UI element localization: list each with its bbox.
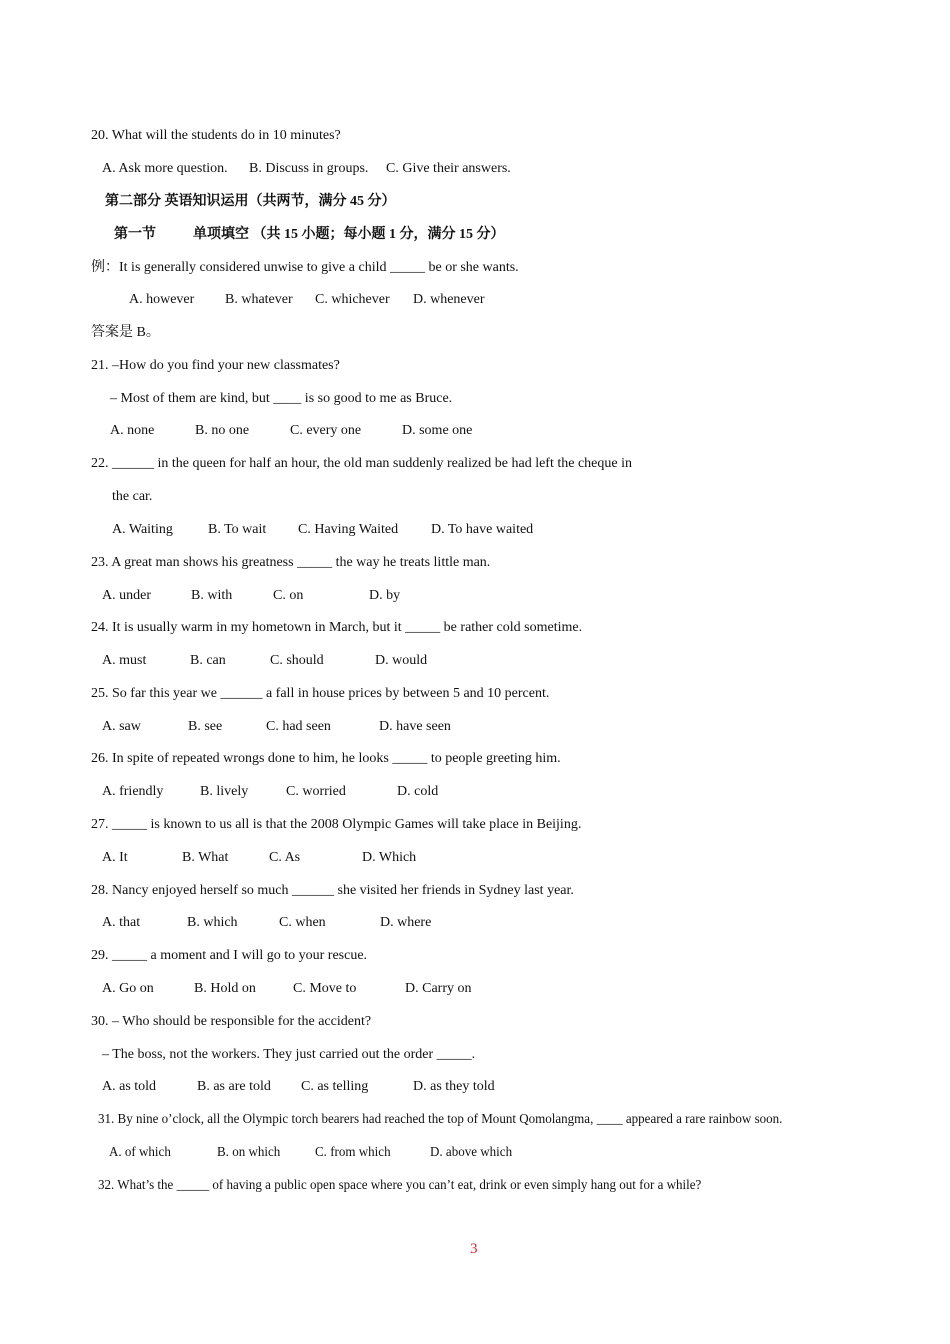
answer-option: B. To wait bbox=[208, 522, 267, 537]
answer-option: B. lively bbox=[200, 784, 249, 799]
answer-option: D. whenever bbox=[413, 292, 485, 307]
answer-option: C. as telling bbox=[301, 1079, 369, 1094]
answer-option: B. whatever bbox=[225, 292, 293, 307]
answer-option: C. Move to bbox=[293, 981, 357, 996]
answer-option: D. some one bbox=[402, 423, 473, 438]
answer-option: D. cold bbox=[397, 784, 439, 799]
question-text: 30. – Who should be responsible for the accident? bbox=[91, 1014, 372, 1029]
answer-option: C. from which bbox=[315, 1145, 391, 1160]
answer-option: C. should bbox=[270, 653, 324, 668]
example-text: 例：It is generally considered unwise to give a child _____ be or she wants. bbox=[91, 260, 519, 275]
answer-option: A. none bbox=[110, 423, 155, 438]
answer-option: B. as are told bbox=[197, 1079, 271, 1094]
question-text: 23. A great man shows his greatness _____ the way he treats little man. bbox=[91, 555, 491, 570]
answer-option: D. where bbox=[380, 915, 432, 930]
answer-option: D. Which bbox=[362, 850, 417, 865]
question-text: 25. So far this year we ______ a fall in house prices by between 5 and 10 percent. bbox=[91, 686, 550, 701]
answer-option: D. would bbox=[375, 653, 428, 668]
page-number: 3 bbox=[470, 1241, 478, 1257]
answer-option: C. every one bbox=[290, 423, 362, 438]
answer-option: A. friendly bbox=[102, 784, 164, 799]
answer-option: D. by bbox=[369, 588, 401, 603]
answer-option: A. under bbox=[102, 588, 151, 603]
answer-option: D. have seen bbox=[379, 719, 451, 734]
answer-option: D. as they told bbox=[413, 1079, 495, 1094]
answer-option: A. Go on bbox=[102, 981, 154, 996]
answer-option: C. As bbox=[269, 850, 301, 865]
answer-option: C. had seen bbox=[266, 719, 331, 734]
answer-option: A. however bbox=[129, 292, 195, 307]
question-text: 29. _____ a moment and I will go to your rescue. bbox=[91, 948, 368, 963]
answer-option: A. must bbox=[102, 653, 147, 668]
section-title: 单项填空 （共 15 小题；每小题 1 分，满分 15 分） bbox=[193, 227, 505, 242]
question-text: 20. What will the students do in 10 minutes? bbox=[91, 128, 341, 143]
question-text: 28. Nancy enjoyed herself so much ______ she visited her friends in Sydney last year. bbox=[91, 883, 574, 898]
answer-option: B. no one bbox=[195, 423, 250, 438]
question-text: – Most of them are kind, but ____ is so good to me as Bruce. bbox=[110, 391, 453, 406]
answer-option: B. see bbox=[188, 719, 223, 734]
answer-option: C. Give their answers. bbox=[386, 161, 511, 176]
answer-option: C. when bbox=[279, 915, 326, 930]
answer-option: A. Ask more question. bbox=[102, 161, 228, 176]
answer-option: B. Hold on bbox=[194, 981, 256, 996]
answer-option: B. which bbox=[187, 915, 238, 930]
answer-option: A. It bbox=[102, 850, 128, 865]
question-text: 32. What’s the _____ of having a public open space where you can’t eat, drink or even simply hang out for a while? bbox=[98, 1178, 702, 1193]
answer-option: A. that bbox=[102, 915, 141, 930]
answer-option: A. saw bbox=[102, 719, 141, 734]
answer-option: B. with bbox=[191, 588, 233, 603]
answer-option: D. To have waited bbox=[431, 522, 534, 537]
answer-option: B. can bbox=[190, 653, 226, 668]
question-text: 26. In spite of repeated wrongs done to him, he looks _____ to people greeting him. bbox=[91, 751, 561, 766]
question-text: 21. –How do you find your new classmates? bbox=[91, 358, 340, 373]
question-text: 31. By nine o’clock, all the Olympic torch bearers had reached the top of Mount Qomolangma, ____ appeared a rare rainbow soon. bbox=[98, 1112, 783, 1127]
question-text: the car. bbox=[112, 489, 153, 504]
question-text: – The boss, not the workers. They just carried out the order _____. bbox=[102, 1047, 476, 1062]
answer-option: D. Carry on bbox=[405, 981, 472, 996]
answer-option: D. above which bbox=[430, 1145, 513, 1160]
section-heading: 第二部分 英语知识运用（共两节，满分 45 分） bbox=[105, 194, 396, 209]
answer-option: C. worried bbox=[286, 784, 346, 799]
question-text: 24. It is usually warm in my hometown in March, but it _____ be rather cold sometime. bbox=[91, 620, 583, 635]
question-text: 22. ______ in the queen for half an hour, the old man suddenly realized be had left the cheque in bbox=[91, 456, 632, 471]
answer-option: A. of which bbox=[109, 1145, 171, 1160]
answer-option: A. as told bbox=[102, 1079, 157, 1094]
answer-option: C. Having Waited bbox=[298, 522, 399, 537]
answer-option: B. What bbox=[182, 850, 229, 865]
answer-option: A. Waiting bbox=[112, 522, 173, 537]
answer-option: C. on bbox=[273, 588, 304, 603]
answer-text: 答案是 B。 bbox=[91, 325, 160, 340]
question-text: 27. _____ is known to us all is that the 2008 Olympic Games will take place in Beijing. bbox=[91, 817, 582, 832]
answer-option: C. whichever bbox=[315, 292, 390, 307]
answer-option: B. Discuss in groups. bbox=[249, 161, 369, 176]
section-heading: 第一节 bbox=[114, 227, 156, 242]
answer-option: B. on which bbox=[217, 1145, 281, 1160]
